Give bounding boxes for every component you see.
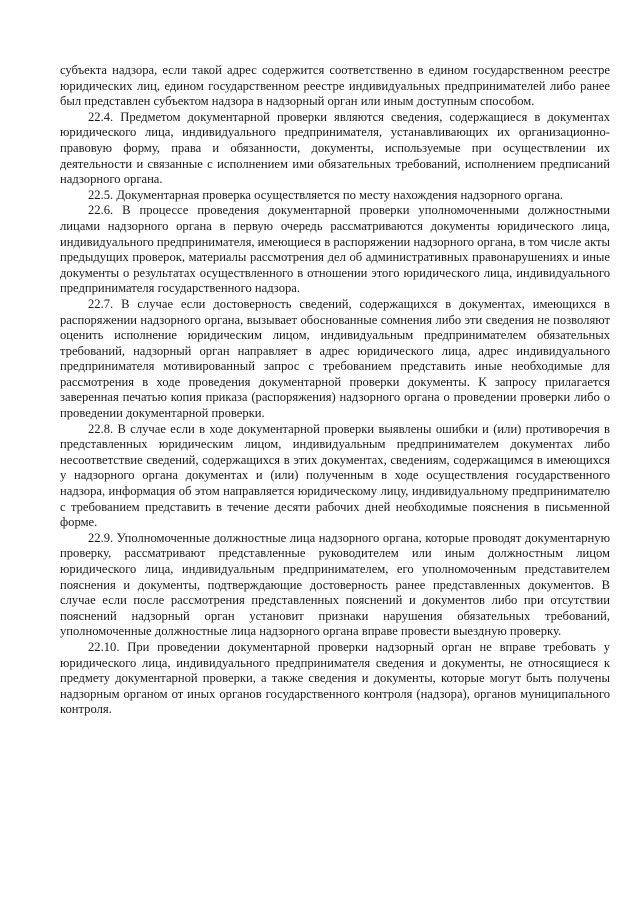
paragraph-22-6: 22.6. В процессе проведения документарной проверки уполномоченными должностными лицами надзорного органа в первую очередь рассматриваются документы юридического лица, индивидуального предпринимателя, имеющиеся в распоряжении надзорного органа, в том числе акты предыдущих проверок, материалы рассмотрения дел об административных правонарушениях и иные документы о результатах осуществленного в отношении этого юридического лица, индивидуального предпринимателя государственного надзора. [60, 203, 610, 296]
paragraph-22-5: 22.5. Документарная проверка осуществляется по месту нахождения надзорного органа. [88, 187, 564, 202]
paragraph-22-7: 22.7. В случае если достоверность сведений, содержащихся в документах, имеющихся в распоряжении надзорного органа, вызывает обоснованные сомнения либо эти сведения не позволяют оценить исполнение юридическим лицом, индивидуальным предпринимателем обязательных требований, надзорный орган направляет в адрес юридического лица, адрес индивидуального предпринимателя мотивированный запрос с требованием представить иные необходимые для рассмотрения в ходе проведения документарной проверки документы. К запросу прилагается заверенная печатью копия приказа (распоряжения) надзорного органа о проведении проверки либо о проведении документарной проверки. [60, 296, 610, 421]
paragraph-22-10: 22.10. При проведении документарной проверки надзорный орган не вправе требовать у юридического лица, индивидуального предпринимателя сведения и документы, не относящиеся к предмету документарной проверки, а также сведения и документы, которые могут быть получены надзорным органом от иных органов государственного контроля (надзора), органов муниципального контроля. [60, 639, 610, 717]
paragraph-22-9: 22.9. Уполномоченные должностные лица надзорного органа, которые проводят документарную проверку, рассматривают представленные руководителем или иным должностным лицом юридического лица, индивидуальным предпринимателем, его уполномоченным представителем пояснения и документы, подтверждающие достоверность ранее представленных документов. В случае если после рассмотрения представленных пояснений и документов либо при отсутствии пояснений надзорный орган установит признаки нарушения обязательных требований, уполномоченные должностные лица надзорного органа вправе провести выездную проверку. [60, 530, 610, 639]
document-page [60, 63, 610, 718]
paragraph-22-4: 22.4. Предметом документарной проверки являются сведения, содержащиеся в документах юридического лица, индивидуального предпринимателя, устанавливающих их организационно-правовую форму, права и обязанности, документы, используемые при осуществлении их деятельности и связанные с исполнением ими обязательных требований, исполнением предписаний надзорного органа. [60, 109, 610, 187]
paragraph-22-8: 22.8. В случае если в ходе документарной проверки выявлены ошибки и (или) противоречия в представленных юридическим лицом, индивидуальным предпринимателем документах либо несоответствие сведений, содержащихся в этих документах, сведениям, содержащимся в имеющихся у надзорного органа документах и (или) полученным в ходе осуществления государственного надзора, информация об этом направляется юридическому лицу, индивидуальному предпринимателю с требованием представить в течение десяти рабочих дней необходимые пояснения в письменной форме. [60, 421, 610, 530]
paragraph-continuation: субъекта надзора, если такой адрес содержится соответственно в едином государственном реестре юридических лиц, едином государственном реестре индивидуальных предпринимателей либо ранее был представлен субъектом надзора в надзорный орган или иным доступным способом. [60, 63, 610, 109]
